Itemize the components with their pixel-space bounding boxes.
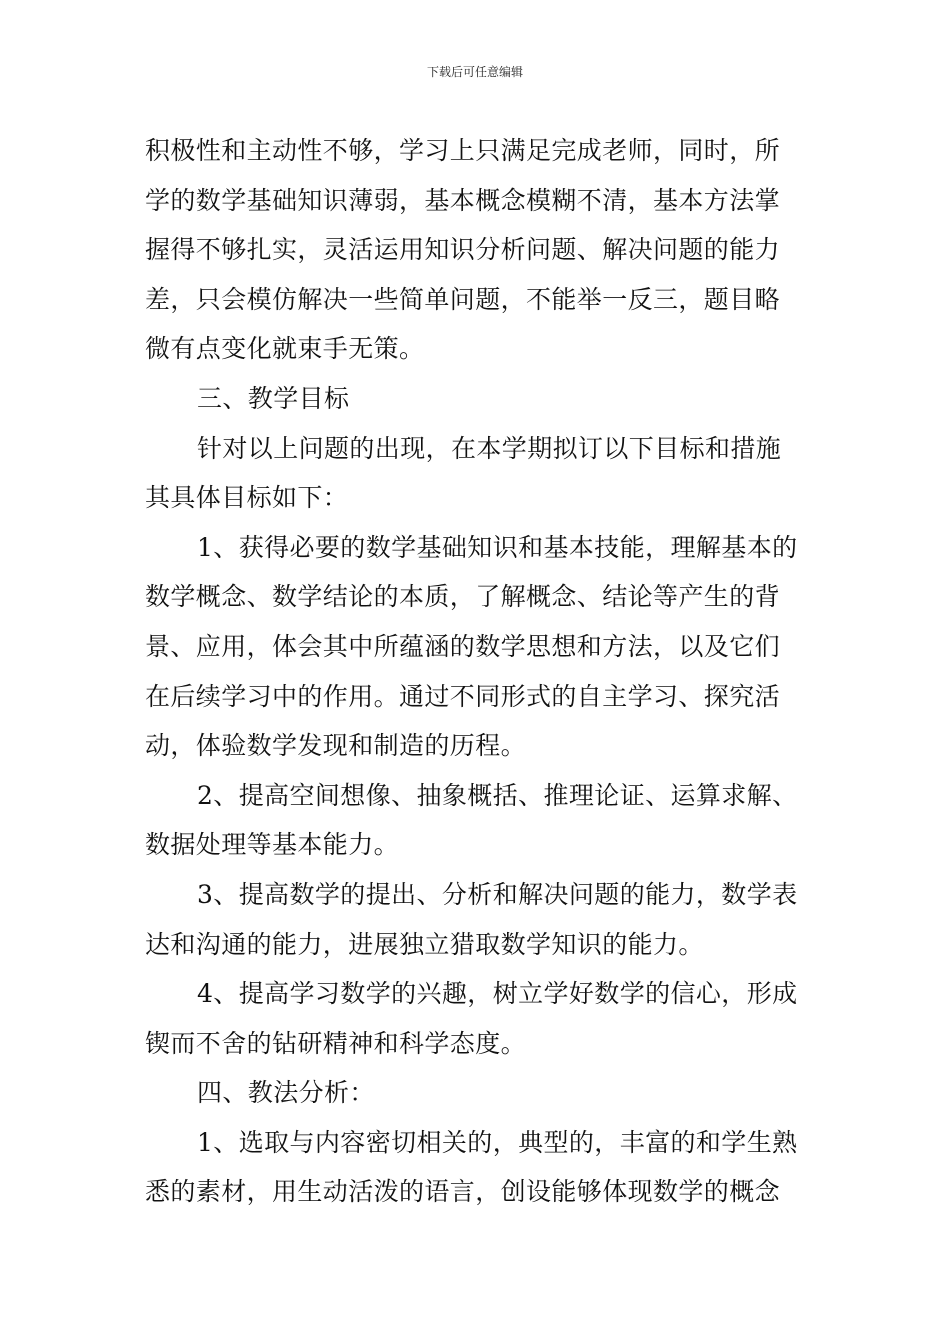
text-line: 锲而不舍的钻研精神和科学态度。 xyxy=(145,1028,527,1058)
list-item: 1、选取与内容密切相关的，典型的，丰富的和学生熟 xyxy=(197,1127,798,1157)
page-header: 下载后可任意编辑 xyxy=(426,65,523,79)
text-line: 差，只会模仿解决一些简单问题，不能举一反三，题目略 xyxy=(145,284,781,314)
text-line: 达和沟通的能力，进展独立猎取数学知识的能力。 xyxy=(145,929,704,959)
body-text xyxy=(145,126,809,1217)
text-line: 悉的素材，用生动活泼的语言，创设能够体现数学的概念 xyxy=(145,1177,781,1207)
list-item: 4、提高学习数学的兴趣，树立学好数学的信心，形成 xyxy=(197,979,798,1009)
text-line: 在后续学习中的作用。通过不同形式的自主学习、探究活 xyxy=(145,681,781,711)
text-line: 数学概念、数学结论的本质，了解概念、结论等产生的背 xyxy=(145,582,781,612)
text-line: 数据处理等基本能力。 xyxy=(145,830,400,860)
section-heading: 四、教法分析： xyxy=(197,1078,375,1108)
text-line: 其具体目标如下： xyxy=(145,483,349,513)
section-heading: 三、教学目标 xyxy=(197,383,350,413)
text-line: 学的数学基础知识薄弱，基本概念模糊不清，基本方法掌 xyxy=(145,185,781,215)
text-line: 积极性和主动性不够，学习上只满足完成老师，同时，所 xyxy=(145,136,781,165)
text-line: 动，体验数学发现和制造的历程。 xyxy=(145,731,527,761)
text-line: 握得不够扎实，灵活运用知识分析问题、解决问题的能力 xyxy=(145,235,781,265)
text-line: 针对以上问题的出现，在本学期拟订以下目标和措施 xyxy=(197,433,782,463)
text-line: 景、应用，体会其中所蕴涵的数学思想和方法，以及它们 xyxy=(145,631,781,661)
list-item: 3、提高数学的提出、分析和解决问题的能力，数学表 xyxy=(197,879,798,909)
text-line: 微有点变化就束手无策。 xyxy=(145,334,425,364)
list-item: 1、获得必要的数学基础知识和基本技能，理解基本的 xyxy=(197,532,798,562)
list-item: 2、提高空间想像、抽象概括、推理论证、运算求解、 xyxy=(197,780,798,810)
